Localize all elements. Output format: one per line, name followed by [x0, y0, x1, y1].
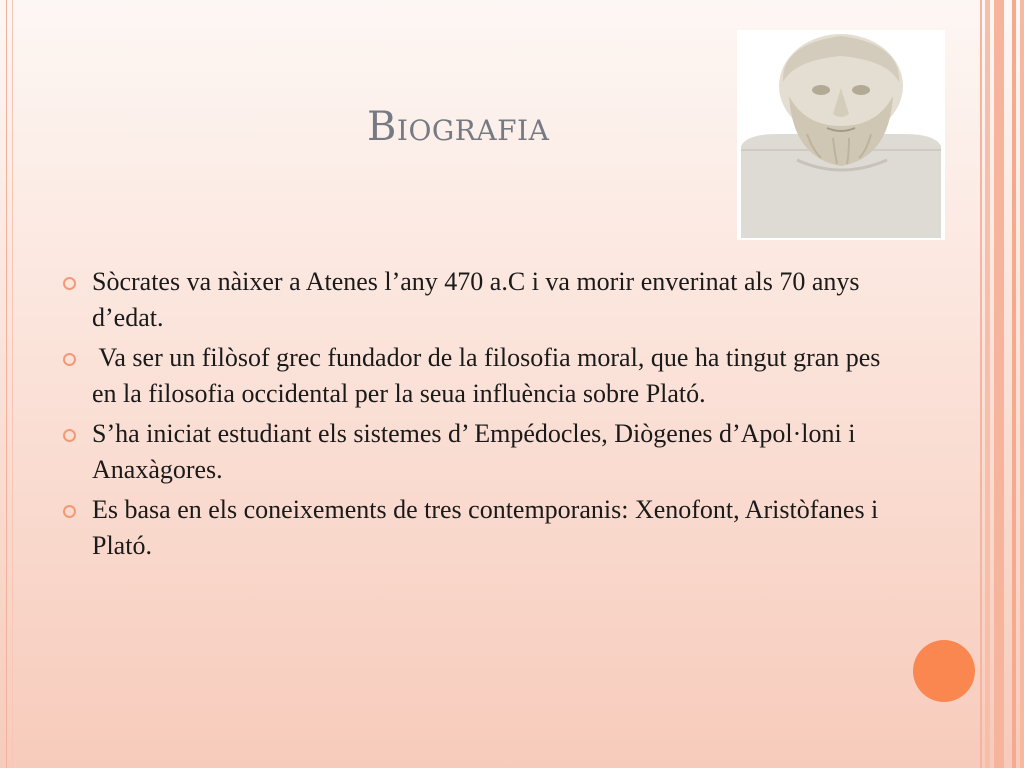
orange-circle-decoration	[913, 640, 975, 702]
hollow-circle-bullet-icon	[63, 353, 76, 366]
bullet-text: Va ser un filòsof grec fundador de la filosofia moral, que ha tingut gran pes en la filosofia occidental per la seua influència sobre Plató.	[92, 343, 887, 408]
hollow-circle-bullet-icon	[63, 277, 76, 290]
hollow-circle-bullet-icon	[63, 429, 76, 442]
hollow-circle-bullet-icon	[63, 505, 76, 518]
bullet-list	[60, 264, 890, 568]
slide-title: Biografia	[367, 104, 550, 150]
socrates-bust-image	[737, 30, 945, 240]
bullet-text: S’ha iniciat estudiant els sistemes d’ Empédocles, Diògenes d’Apol·loni i Anaxàgores.	[92, 419, 868, 484]
left-border-line	[12, 0, 13, 768]
right-decorative-stripes	[976, 0, 1024, 768]
list-item	[60, 492, 890, 564]
bullet-text: Es basa en els coneixements de tres contemporanis: Xenofont, Aristòfanes i Plató.	[92, 495, 885, 560]
list-item	[60, 264, 890, 336]
list-item	[60, 416, 890, 488]
bullet-text: Sòcrates va nàixer a Atenes l’any 470 a.C i va morir enverinat als 70 anys d’edat.	[92, 267, 866, 332]
list-item	[60, 340, 890, 412]
left-border-line	[6, 0, 7, 768]
